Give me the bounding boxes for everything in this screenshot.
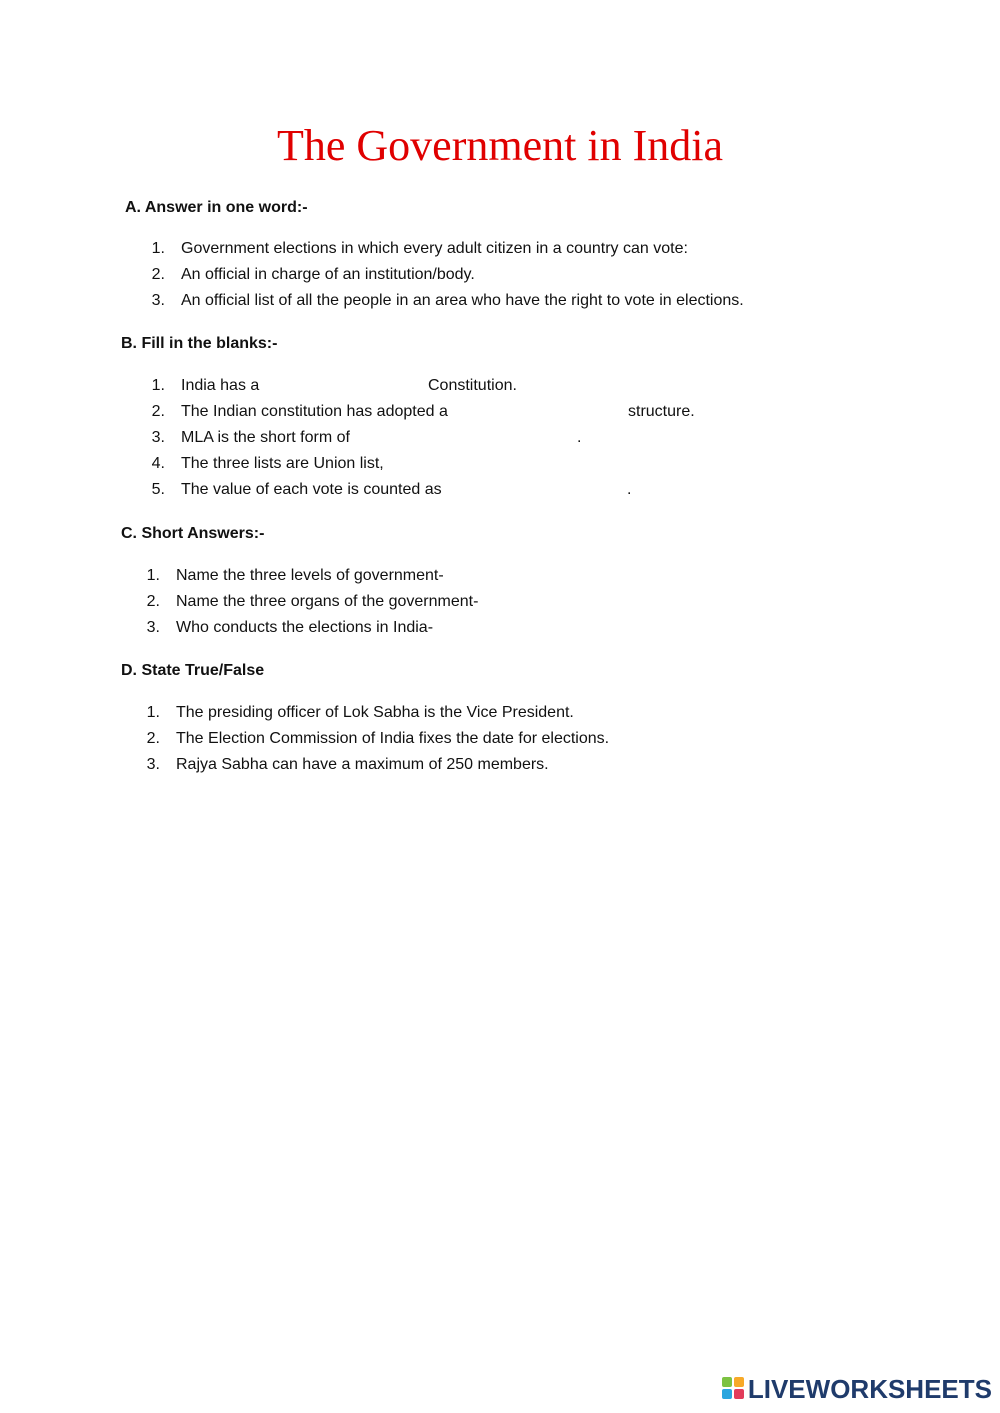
liveworksheets-logo[interactable] xyxy=(722,1373,992,1405)
item-number: 1. xyxy=(151,240,165,257)
section-c-heading: C. Short Answers:- xyxy=(121,525,265,542)
section-a-heading: A. Answer in one word:- xyxy=(125,199,308,216)
item-after-blank: . xyxy=(577,429,582,446)
section-b-list xyxy=(145,373,945,503)
list-item xyxy=(140,563,940,589)
item-text: The presiding officer of Lok Sabha is the Vice President. xyxy=(176,704,574,721)
list-item xyxy=(145,399,945,425)
list-item xyxy=(145,288,945,314)
section-b-heading: B. Fill in the blanks:- xyxy=(121,335,278,352)
item-text: Who conducts the elections in India- xyxy=(176,619,434,636)
item-text: The three lists are Union list, xyxy=(181,455,384,472)
item-text: An official in charge of an institution/body. xyxy=(181,266,475,283)
item-number: 1. xyxy=(146,567,160,584)
item-after-blank: structure. xyxy=(628,403,695,420)
item-text: Rajya Sabha can have a maximum of 250 members. xyxy=(176,756,549,773)
item-number: 1. xyxy=(146,704,160,721)
liveworksheets-logo-icon xyxy=(722,1377,746,1401)
list-item xyxy=(145,425,945,451)
list-item xyxy=(140,726,940,752)
list-item xyxy=(140,752,940,778)
item-text: The Indian constitution has adopted a xyxy=(181,403,448,420)
item-number: 3. xyxy=(146,756,160,773)
list-item xyxy=(145,373,945,399)
item-number: 5. xyxy=(151,481,165,498)
list-item xyxy=(145,236,945,262)
item-after-blank: . xyxy=(627,481,632,498)
item-text: MLA is the short form of xyxy=(181,429,350,446)
item-number: 2. xyxy=(146,593,160,610)
section-d-list xyxy=(140,700,940,778)
item-number: 2. xyxy=(151,403,165,420)
item-number: 1. xyxy=(151,377,165,394)
page-title: The Government in India xyxy=(277,121,723,170)
list-item xyxy=(140,615,940,641)
item-text: Government elections in which every adult citizen in a country can vote: xyxy=(181,240,688,257)
item-number: 3. xyxy=(146,619,160,636)
item-text: The value of each vote is counted as xyxy=(181,481,442,498)
item-number: 3. xyxy=(151,429,165,446)
section-c-list xyxy=(140,563,940,641)
item-text: Name the three levels of government- xyxy=(176,567,444,584)
item-number: 2. xyxy=(146,730,160,747)
item-text: Name the three organs of the government- xyxy=(176,593,479,610)
liveworksheets-logo-text: LIVEWORKSHEETS xyxy=(747,1373,992,1404)
item-number: 4. xyxy=(151,455,165,472)
section-d-heading: D. State True/False xyxy=(121,662,265,679)
item-text: India has a xyxy=(181,377,260,394)
item-after-blank: Constitution. xyxy=(428,377,517,394)
list-item xyxy=(145,262,945,288)
list-item xyxy=(140,700,940,726)
item-number: 2. xyxy=(151,266,165,283)
list-item xyxy=(140,589,940,615)
item-text: The Election Commission of India fixes the date for elections. xyxy=(176,730,610,747)
list-item xyxy=(145,451,945,477)
item-text: An official list of all the people in an area who have the right to vote in elections. xyxy=(181,292,744,309)
item-number: 3. xyxy=(151,292,165,309)
section-a-list xyxy=(145,236,945,314)
list-item xyxy=(145,477,945,503)
